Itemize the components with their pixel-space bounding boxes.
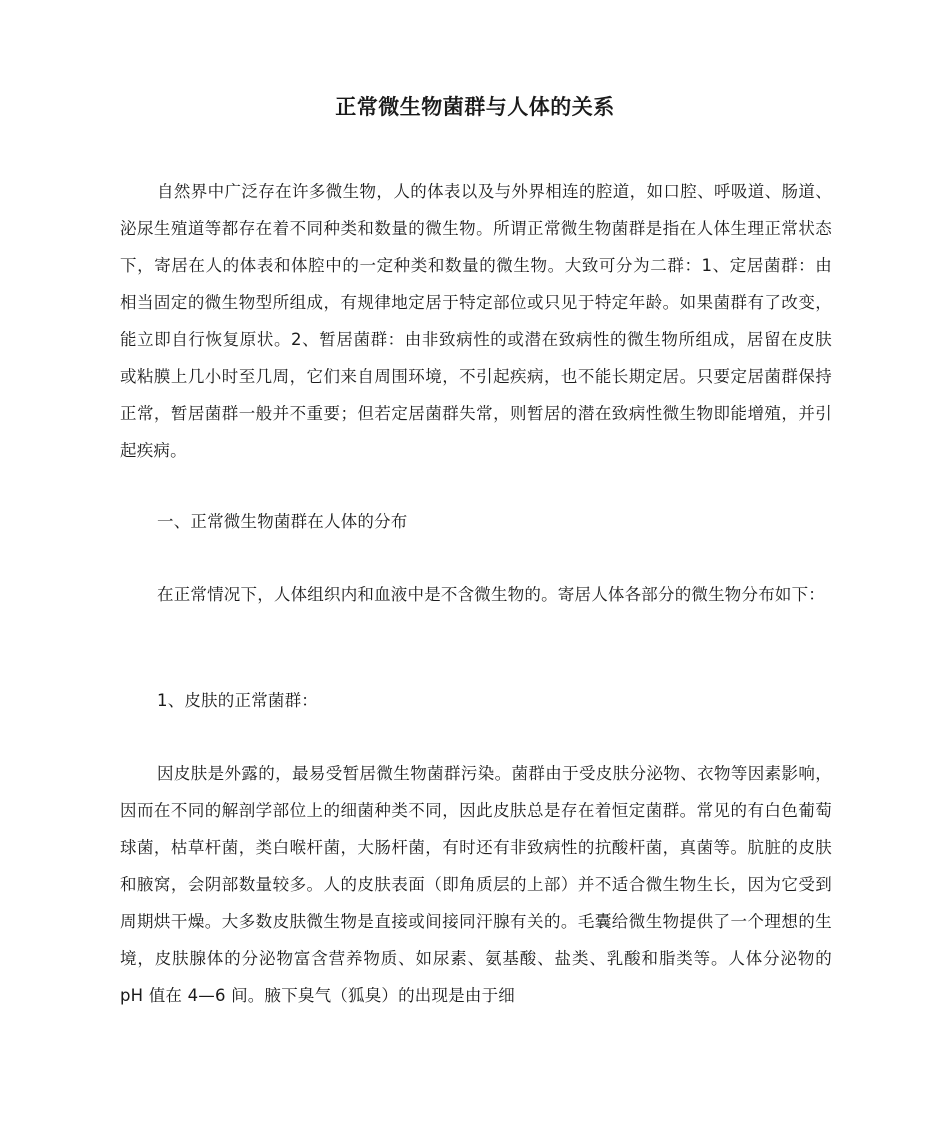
distribution-paragraph: 在正常情况下，人体组织内和血液中是不含微生物的。寄居人体各部分的微生物分布如下： — [157, 585, 825, 604]
document-title: 正常微生物菌群与人体的关系 — [335, 95, 615, 119]
skin-flora-paragraph: 因皮肤是外露的，最易受暂居微生物菌群污染。菌群由于受皮肤分泌物、衣物等因素影响，因而在不同的解剖学部位上的细菌种类不同，因此皮肤总是存在着恒定菌群。常见的有白色葡萄球菌，枯草杆菌，类白喉杆菌，大肠杆菌，有时还有非致病性的抗酸杆菌，真菌等。肮脏的皮肤和腋窝，会阴部数量较多。人的皮肤表面（即角质层的上部）并不适合微生物生长，因为它受到周期烘干燥。大多数皮肤微生物是直接或间接同汗腺有关的。毛囊给微生物提供了一个理想的生境，皮肤腺体的分泌物富含营养物质、如尿素、氨基酸、盐类、乳酸和脂类等。人体分泌物的 pH 值在 4—6 间。腋下臭气（狐臭）的出现是由于细 — [120, 764, 832, 1005]
section-heading-distribution: 一、正常微生物菌群在人体的分布 — [157, 512, 408, 531]
intro-paragraph: 自然界中广泛存在许多微生物，人的体表以及与外界相连的腔道，如口腔、呼吸道、肠道、泌尿生殖道等都存在着不同种类和数量的微生物。所谓正常微生物菌群是指在人体生理正常状态下，寄居在人的体表和体腔中的一定种类和数量的微生物。大致可分为二群：1、定居菌群：由相当固定的微生物型所组成，有规律地定居于特定部位或只见于特定年龄。如果菌群有了改变，能立即自行恢复原状。2、暂居菌群：由非致病性的或潜在致病性的微生物所组成，居留在皮肤或粘膜上几小时至几周，它们来自周围环境，不引起疾病，也不能长期定居。只要定居菌群保持正常，暂居菌群一般并不重要；但若定居菌群失常，则暂居的潜在致病性微生物即能增殖，并引起疾病。 — [120, 182, 832, 460]
subsection-heading-skin: 1、皮肤的正常菌群： — [157, 691, 318, 710]
